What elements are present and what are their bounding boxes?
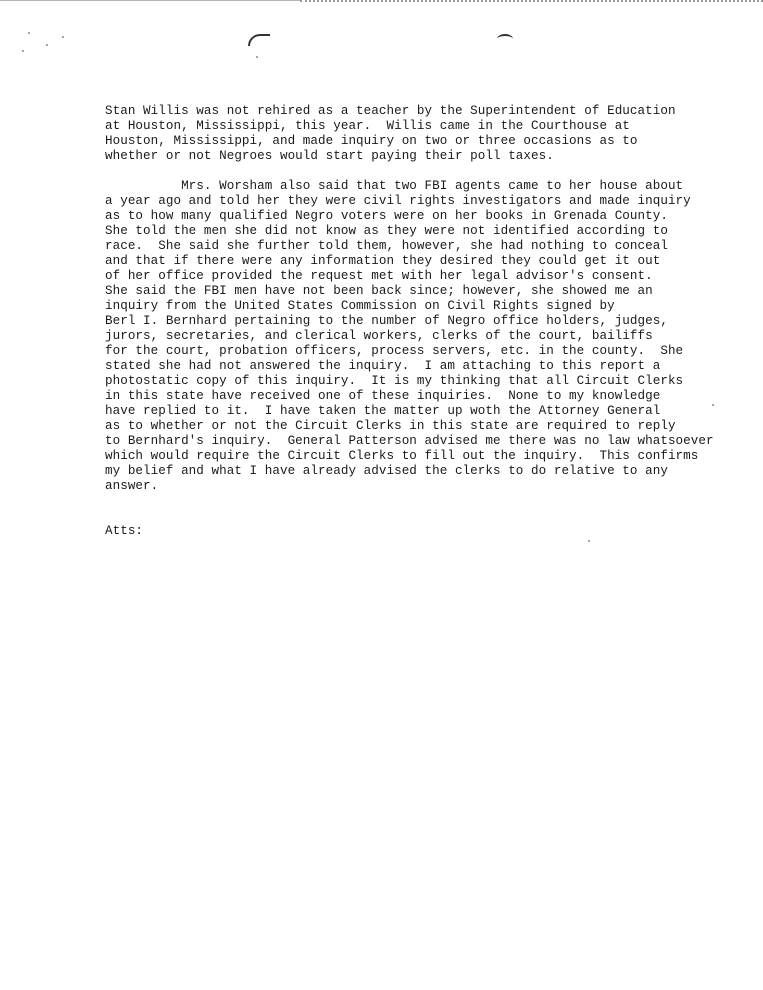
page-corner-mark-right <box>497 34 513 44</box>
page-corner-mark-left <box>248 34 270 46</box>
scan-speck <box>588 540 590 542</box>
top-edge-rule <box>0 0 300 1</box>
document-paragraph-1: Stan Willis was not rehired as a teacher by the Superintendent of Education at Houston, Mississippi, this year. Willis came in the Courthouse at Houston, Mississippi, and made inquiry on two or three occasions as to whether or not Negroes would start paying their poll taxes. <box>105 104 676 163</box>
attachments-label: Atts: <box>105 524 144 538</box>
top-edge-dotted-border <box>300 0 763 6</box>
scan-speck <box>46 44 48 46</box>
scan-speck <box>62 36 64 38</box>
scan-speck <box>28 32 30 34</box>
document-paragraph-2: Mrs. Worsham also said that two FBI agents came to her house about a year ago and told her they were civil rights investigators and made inquiry as to how many qualified Negro voters were on her books in Grenada County. She told the men she did not know as they were not identified according to race. She said she further told them, however, she had nothing to conceal and that if there were any information they desired they could get it out of her office provided the request met with her legal advisor's consent. She said the FBI men have not been back since; however, she showed me an inquiry from the United States Commission on Civil Rights signed by Berl I. Bernhard pertaining to the number of Negro office holders, judges, jurors, secretaries, and clerical workers, clerks of the court, bailiffs for the court, probation officers, process servers, etc. in the county. She stated she had not answered the inquiry. I am attaching to this report a photostatic copy of this inquiry. It is my thinking that all Circuit Clerks in this state have received one of these inquiries. None to my knowledge have replied to it. I have taken the matter up woth the Attorney General as to whether or not the Circuit Clerks in this state are required to reply to Bernhard's inquiry. General Patterson advised me there was no law whatsoever which would require the Circuit Clerks to fill out the inquiry. This confirms my belief and what I have already advised the clerks to do relative to any answer. <box>105 179 714 493</box>
scan-speck <box>256 56 258 58</box>
scan-speck <box>22 50 24 52</box>
